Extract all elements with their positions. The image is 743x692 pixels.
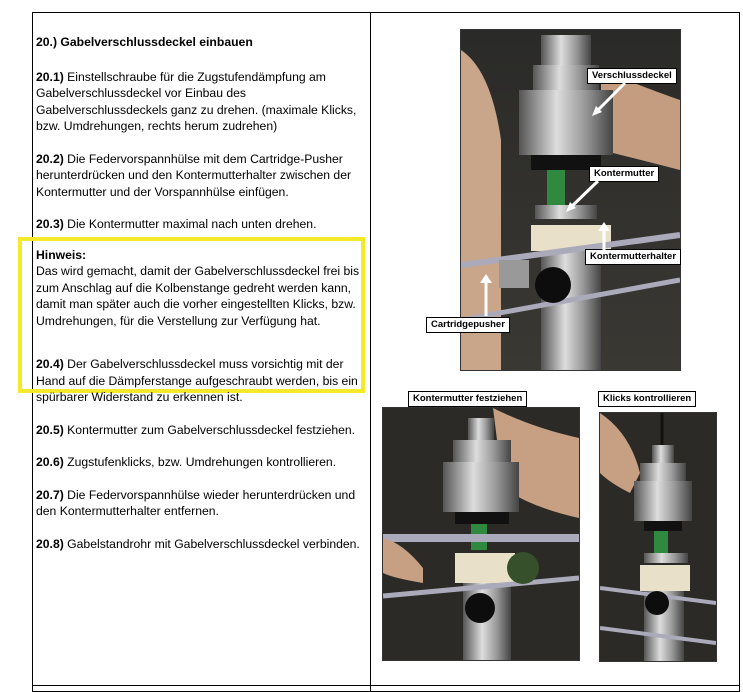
step-20-3 bbox=[36, 216, 366, 233]
label-klicks-kontrollieren: Klicks kontrollieren bbox=[598, 391, 696, 407]
step-20-8 bbox=[36, 536, 366, 553]
step-text: Die Federvorspannhülse wieder herunterdrücken und den Kontermutterhalter entfernen. bbox=[36, 487, 356, 518]
step-20-1 bbox=[36, 69, 366, 135]
step-number: 20.1) bbox=[36, 69, 64, 84]
column-divider bbox=[370, 12, 371, 692]
step-number: 20.8) bbox=[36, 536, 64, 551]
step-number: 20.3) bbox=[36, 217, 64, 231]
step-text: Die Kontermutter maximal nach unten drehen. bbox=[63, 217, 317, 231]
photo-checking-clicks bbox=[599, 412, 717, 662]
step-20-2 bbox=[36, 151, 366, 201]
label-kontermutter: Kontermutter bbox=[589, 166, 659, 182]
step-text: Gabelstandrohr mit Gabelverschlussdeckel verbinden. bbox=[63, 536, 360, 551]
step-text: Einstellschraube für die Zugstufendämpfung am Gabelverschlussdeckel vor Einbau des Gabelverschlussdeckels ganz zu drehen. (maximale Klicks, bzw. Umdrehungen, rechts herum zudrehen) bbox=[36, 69, 357, 133]
step-text: Zugstufenklicks, bzw. Umdrehungen kontrollieren. bbox=[63, 455, 337, 469]
step-text: Die Federvorspannhülse mit dem Cartridge-Pusher herunterdrücken und den Kontermutterhalter zwischen der Kontermutter und der Vorspannhülse einfügen. bbox=[36, 151, 352, 199]
step-number: 20.2) bbox=[36, 151, 64, 166]
step-number: 20.6) bbox=[36, 455, 64, 469]
step-text: Der Gabelverschlussdeckel muss vorsichtig mit der Hand auf die Dämpferstange aufgeschraubt werden, bis ein spürbarer Widerstand zu erkennen ist. bbox=[36, 357, 358, 404]
arrow-icon bbox=[563, 178, 603, 214]
step-20-4 bbox=[36, 356, 366, 406]
section-title: 20.) Gabelverschlussdeckel einbauen bbox=[36, 35, 253, 49]
step-20-5 bbox=[36, 422, 366, 439]
step-20-7 bbox=[36, 487, 366, 520]
arrow-icon bbox=[476, 274, 496, 318]
step-number: 20.4) bbox=[36, 357, 64, 371]
locknut-illustration bbox=[383, 408, 579, 660]
photo-tightening-locknut bbox=[382, 407, 580, 661]
instructions-column bbox=[36, 34, 366, 568]
row-divider bbox=[32, 685, 740, 686]
arrow-icon bbox=[590, 80, 630, 120]
step-20-6 bbox=[36, 454, 366, 471]
arrow-icon bbox=[594, 222, 614, 252]
hinweis-text: Das wird gemacht, damit der Gabelverschlussdeckel frei bis zum Anschlag auf die Kolbenstange gedreht werden kann, damit man später auch die vorher eingestellten Klicks, bzw. Umdrehungen, für die Verstellung zur Verfügung hat. bbox=[36, 264, 360, 328]
clicks-illustration bbox=[600, 413, 716, 661]
label-cartridgepusher: Cartridgepusher bbox=[426, 317, 510, 333]
step-number: 20.7) bbox=[36, 487, 64, 502]
label-kontermutterhalter: Kontermutterhalter bbox=[585, 249, 681, 265]
hinweis-heading: Hinweis: bbox=[36, 247, 87, 262]
step-number: 20.5) bbox=[36, 422, 64, 437]
step-text: Kontermutter zum Gabelverschlussdeckel festziehen. bbox=[63, 422, 356, 437]
label-kontermutter-festziehen: Kontermutter festziehen bbox=[408, 391, 527, 407]
label-verschlussdeckel: Verschlussdeckel bbox=[587, 68, 677, 84]
